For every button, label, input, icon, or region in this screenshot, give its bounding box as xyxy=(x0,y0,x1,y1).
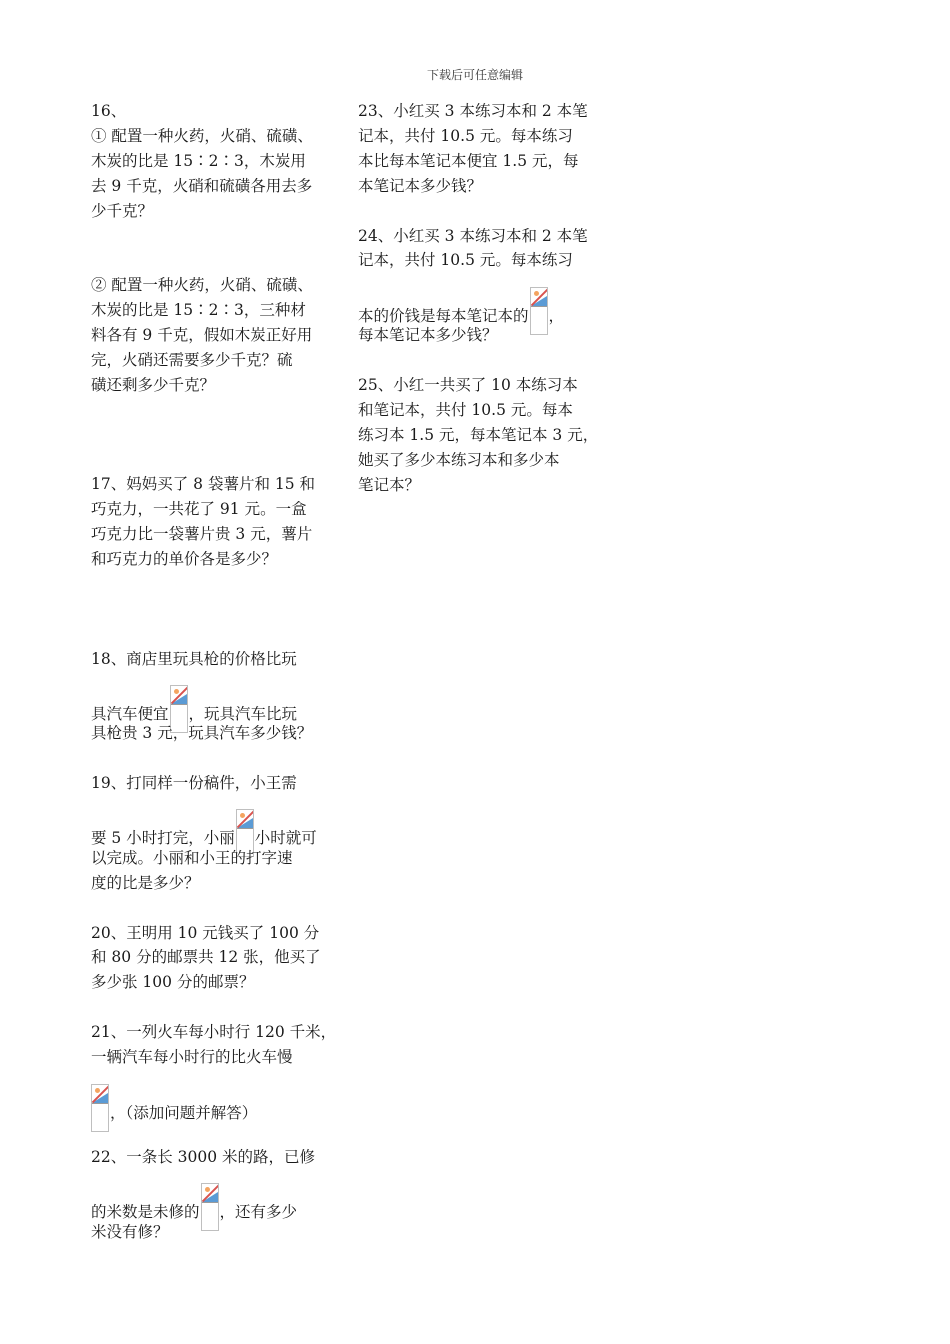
q16-1-line: 少千克？ xyxy=(91,202,154,220)
q22-line: 22、一条长 3000 米的路，已修 xyxy=(91,1148,316,1166)
q20-line: 20、王明用 10 元钱买了 100 分 xyxy=(91,924,320,942)
q25-line: 练习本 1.5 元，每本笔记本 3 元， xyxy=(358,426,599,444)
q16-number: 16、 xyxy=(91,102,127,120)
q21-line: 一辆汽车每小时行的比火车慢 xyxy=(91,1048,293,1066)
q19-text: 要 5 小时打完，小丽 xyxy=(91,829,235,847)
q16-2-line: 料各有 9 千克，假如木炭正好用 xyxy=(91,326,313,344)
q22-text: ，还有多少 xyxy=(219,1203,298,1221)
q16-1-line: 去 9 千克，火硝和硫磺各用去多 xyxy=(91,177,313,195)
q17-line: 巧克力，一共花了 91 元。一盒 xyxy=(91,500,307,518)
q16-2-line: ② 配置一种火药，火硝、硫磺、 xyxy=(91,276,313,294)
q21-line xyxy=(91,1084,257,1132)
q16-2-line: 完，火硝还需要多少千克？硫 xyxy=(91,351,293,369)
q16-2-line: 磺还剩多少千克？ xyxy=(91,376,216,394)
q24-text: 本的价钱是每本笔记本的 xyxy=(358,307,529,325)
broken-image-icon xyxy=(530,287,548,335)
q24-line: 每本笔记本多少钱？ xyxy=(358,326,498,344)
q19-line: 度的比是多少？ xyxy=(91,874,200,892)
q22-line: 米没有修？ xyxy=(91,1223,169,1241)
broken-image-icon xyxy=(201,1183,219,1231)
q19-text: 小时就可 xyxy=(254,829,317,847)
q22-text: 的米数是未修的 xyxy=(91,1203,200,1221)
q18-text: ，玩具汽车比玩 xyxy=(188,705,298,723)
q23-line: 23、小红买 3 本练习本和 2 本笔 xyxy=(358,102,588,120)
q23-line: 记本，共付 10.5 元。每本练习 xyxy=(358,127,573,145)
q21-line: 21、一列火车每小时行 120 千米， xyxy=(91,1023,337,1041)
q17-line: 17、妈妈买了 8 袋薯片和 15 和 xyxy=(91,475,316,493)
q18-line: 18、商店里玩具枪的价格比玩 xyxy=(91,650,297,668)
q25-line: 和笔记本，共付 10.5 元。每本 xyxy=(358,401,573,419)
q16-2-line: 木炭的比是 15∶2∶3，三种材 xyxy=(91,301,306,319)
q23-line: 本笔记本多少钱？ xyxy=(358,177,483,195)
q25-line: 25、小红一共买了 10 本练习本 xyxy=(358,376,578,394)
page-header: 下载后可任意编辑 xyxy=(426,68,523,82)
q17-line: 巧克力比一袋薯片贵 3 元，薯片 xyxy=(91,525,313,543)
q24-line: 记本，共付 10.5 元。每本练习 xyxy=(358,251,573,269)
q17-line: 和巧克力的单价各是多少？ xyxy=(91,550,278,568)
broken-image-icon xyxy=(91,1084,109,1132)
q25-line: 她买了多少本练习本和多少本 xyxy=(358,451,560,469)
q24-text: ， xyxy=(548,307,565,325)
q16-1-line: 木炭的比是 15∶2∶3，木炭用 xyxy=(91,152,306,170)
q20-line: 多少张 100 分的邮票？ xyxy=(91,973,255,991)
q24-line: 24、小红买 3 本练习本和 2 本笔 xyxy=(358,227,588,245)
q25-line: 笔记本？ xyxy=(358,476,421,494)
q19-line: 19、打同样一份稿件，小王需 xyxy=(91,774,297,792)
q19-line: 以完成。小丽和小王的打字速 xyxy=(91,849,293,867)
q18-line: 具枪贵 3 元，玩具汽车多少钱？ xyxy=(91,724,313,742)
q21-text: ，（添加问题并解答） xyxy=(110,1104,258,1122)
q20-line: 和 80 分的邮票共 12 张，他买了 xyxy=(91,948,321,966)
q23-line: 本比每本笔记本便宜 1.5 元，每 xyxy=(358,152,579,170)
q18-text: 具汽车便宜 xyxy=(91,705,169,723)
q16-1-line: ① 配置一种火药，火硝、硫磺、 xyxy=(91,127,313,145)
